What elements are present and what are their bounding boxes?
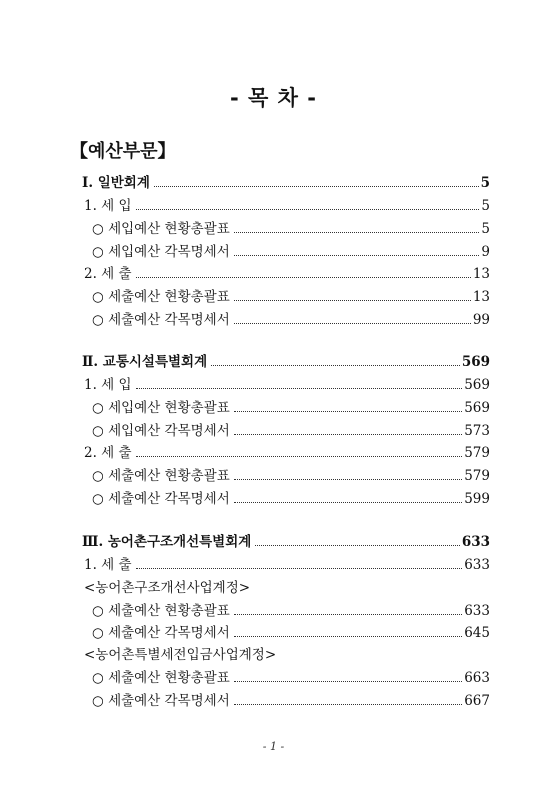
toc-entry-label: ○ 세출예산 각목명세서 xyxy=(92,491,230,507)
toc-entry[interactable] xyxy=(92,308,490,328)
toc-entry-label: Ⅲ. 농어촌구조개선특별회계 xyxy=(82,534,252,550)
leader-dots xyxy=(234,681,462,682)
leader-dots xyxy=(255,545,460,546)
toc-entry-label: ○ 세입예산 각목명세서 xyxy=(92,423,230,439)
leader-dots xyxy=(211,365,460,366)
toc-page-number: 573 xyxy=(464,423,490,439)
toc-entry-label: ○ 세출예산 현황총괄표 xyxy=(92,670,230,686)
toc-entry-label: ○ 세출예산 현황총괄표 xyxy=(92,289,230,305)
toc-entry-label: ○ 세입예산 현황총괄표 xyxy=(92,221,230,237)
leader-dots xyxy=(234,614,462,615)
toc-entry[interactable] xyxy=(92,689,490,709)
toc-entry-label: Ⅰ. 일반회계 xyxy=(82,175,150,191)
toc-entry[interactable] xyxy=(84,373,490,393)
toc-entry-transport-account[interactable] xyxy=(82,350,490,370)
leader-dots xyxy=(234,479,462,480)
toc-entry-label: ○ 세출예산 현황총괄표 xyxy=(92,603,230,619)
toc-entry-general-account[interactable] xyxy=(82,171,490,191)
toc-entry-label: ○ 세출예산 현황총괄표 xyxy=(92,468,230,484)
leader-dots xyxy=(234,704,462,705)
toc-entry[interactable] xyxy=(84,262,490,282)
toc-entry-label: 2. 세 출 xyxy=(84,445,132,461)
toc-entry-label: 2. 세 출 xyxy=(84,266,132,282)
leader-dots xyxy=(234,300,471,301)
toc-entry[interactable] xyxy=(92,396,490,416)
toc-subsection-label[interactable]: <농어촌특별세전입금사업계정> xyxy=(84,647,277,663)
toc-page-number: 13 xyxy=(472,266,490,282)
toc-page-number: 569 xyxy=(464,377,490,393)
toc-page-number: 579 xyxy=(464,468,490,484)
toc-page-number: 5 xyxy=(480,175,490,191)
toc-entry[interactable] xyxy=(92,487,490,507)
toc-entry[interactable] xyxy=(92,599,490,619)
leader-dots xyxy=(234,255,480,256)
leader-dots xyxy=(234,232,480,233)
toc-page-number: 99 xyxy=(472,312,490,328)
toc-page-number: 633 xyxy=(464,557,490,573)
toc-entry-label: ○ 세출예산 각목명세서 xyxy=(92,693,230,709)
toc-page-number: 569 xyxy=(464,400,490,416)
toc-entry[interactable] xyxy=(92,621,490,641)
toc-page-number: 5 xyxy=(481,198,490,214)
toc-entry-label: 1. 세 입 xyxy=(84,377,132,393)
page-title: - 목 차 - xyxy=(230,86,317,110)
toc-entry[interactable] xyxy=(92,464,490,484)
toc-entry-label: ○ 세출예산 각목명세서 xyxy=(92,312,230,328)
toc-entry-label: 1. 세 입 xyxy=(84,198,132,214)
toc-page-number: 9 xyxy=(481,244,490,260)
section-heading: 【예산부문】 xyxy=(70,141,176,162)
page-number-footer: - 1 - xyxy=(262,740,285,753)
leader-dots xyxy=(136,456,463,457)
toc-entry-label: 1. 세 출 xyxy=(84,557,132,573)
leader-dots xyxy=(136,568,463,569)
toc-entry-label: ○ 세입예산 각목명세서 xyxy=(92,244,230,260)
toc-entry-rural-account[interactable] xyxy=(82,530,490,550)
toc-page-number: 633 xyxy=(461,534,490,550)
toc-page-number: 633 xyxy=(464,603,490,619)
toc-page-number: 13 xyxy=(472,289,490,305)
toc-entry[interactable] xyxy=(84,553,490,573)
toc-entry[interactable] xyxy=(84,441,490,461)
toc-subsection-label[interactable]: <농어촌구조개선사업계정> xyxy=(84,580,251,596)
toc-page-number: 569 xyxy=(461,354,490,370)
toc-page-number: 645 xyxy=(464,625,490,641)
toc-page-number: 663 xyxy=(464,670,490,686)
leader-dots xyxy=(136,388,463,389)
toc-page-number: 599 xyxy=(464,491,490,507)
leader-dots xyxy=(234,636,462,637)
toc-page-number: 667 xyxy=(464,693,490,709)
toc-entry[interactable] xyxy=(84,194,490,214)
toc-page-number: 579 xyxy=(464,445,490,461)
leader-dots xyxy=(234,323,471,324)
toc-entry[interactable] xyxy=(92,285,490,305)
leader-dots xyxy=(234,411,462,412)
leader-dots xyxy=(154,186,479,187)
leader-dots xyxy=(136,209,480,210)
toc-entry[interactable] xyxy=(92,217,490,237)
toc-entry[interactable] xyxy=(92,666,490,686)
toc-entry-label: Ⅱ. 교통시설특별회계 xyxy=(82,354,208,370)
toc-entry[interactable] xyxy=(92,240,490,260)
toc-page-number: 5 xyxy=(481,221,490,237)
toc-entry[interactable] xyxy=(92,419,490,439)
leader-dots xyxy=(234,434,462,435)
toc-entry-label: ○ 세출예산 각목명세서 xyxy=(92,625,230,641)
toc-entry-label: ○ 세입예산 현황총괄표 xyxy=(92,400,230,416)
leader-dots xyxy=(136,277,471,278)
leader-dots xyxy=(234,502,462,503)
